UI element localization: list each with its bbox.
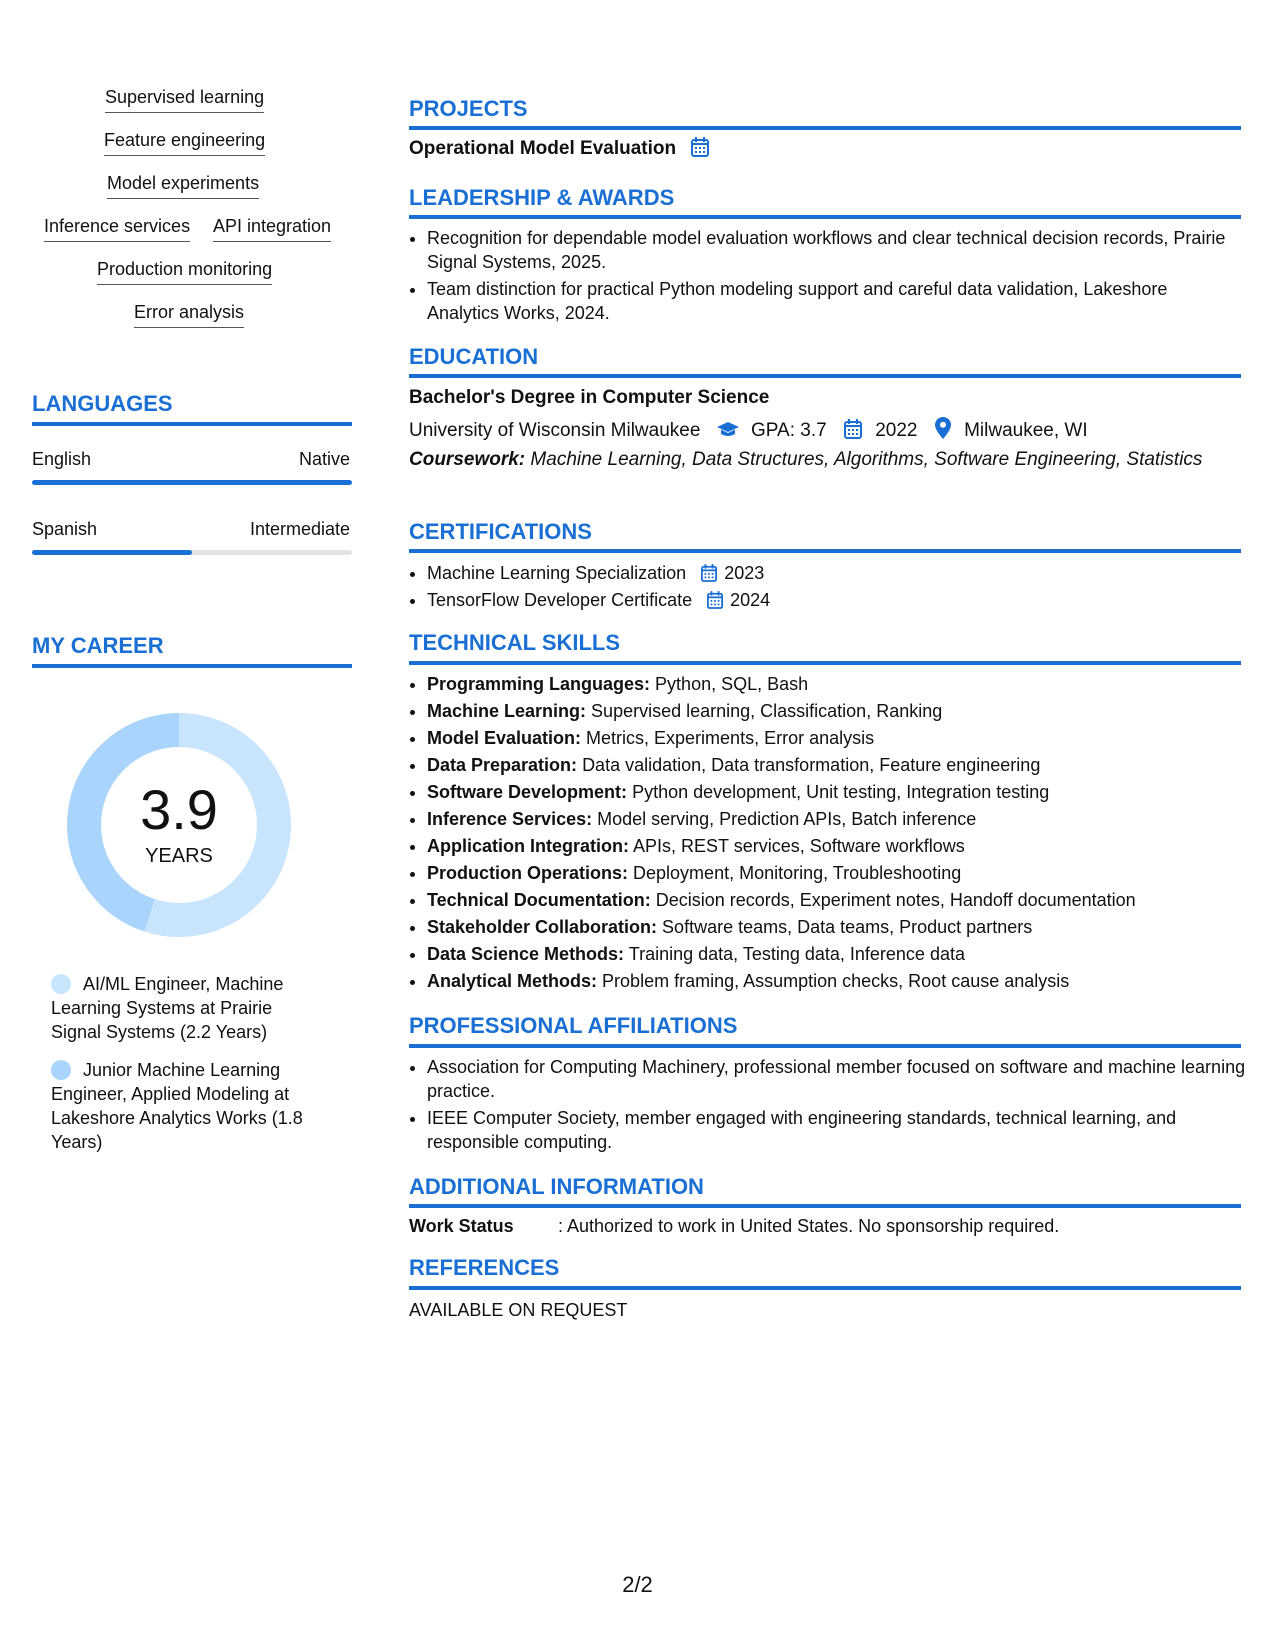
skill-tag: Model experiments — [107, 172, 259, 199]
graduation-cap-icon — [716, 421, 740, 439]
skill-tag: Inference services — [44, 215, 190, 242]
list-item: • Recognition for dependable model evaluation workflows and clear technical decision records, Prairie Signal Systems, 2025. — [427, 226, 1237, 274]
education-heading: EDUCATION — [409, 344, 539, 369]
leadership-rule — [409, 215, 1241, 219]
leadership-heading: LEADERSHIP & AWARDS — [409, 185, 675, 210]
skill-row — [427, 915, 1247, 939]
skill-row — [427, 780, 1247, 804]
calendar-icon — [707, 591, 723, 609]
career-role-label: Junior Machine Learning Engineer, Applied Modeling at Lakeshore Analytics Works (1.8 Years) — [51, 1060, 303, 1152]
list-item: • Team distinction for practical Python modeling support and careful data validation, Lakeshore Analytics Works, 2024. — [427, 277, 1237, 325]
education-rule — [409, 374, 1241, 378]
skill-label: Technical Documentation: — [427, 890, 651, 910]
calendar-icon — [844, 419, 862, 439]
list-item: • Association for Computing Machinery, professional member focused on software and machine learning practice. — [427, 1055, 1247, 1103]
additional-info-heading: ADDITIONAL INFORMATION — [409, 1174, 704, 1199]
gpa: GPA: 3.7 — [750, 420, 827, 441]
languages-heading: LANGUAGES — [32, 391, 173, 416]
language-proficiency-bar — [32, 550, 352, 555]
skill-label: Data Preparation: — [427, 755, 578, 775]
career-total-years: 3.9 — [140, 778, 218, 841]
languages-rule — [32, 422, 352, 426]
affiliations-rule — [409, 1044, 1241, 1048]
skills-heading: TECHNICAL SKILLS — [409, 630, 621, 655]
skill-value: Data validation, Data transformation, Feature engineering — [582, 755, 1041, 775]
skill-value: Model serving, Prediction APIs, Batch inference — [597, 809, 977, 829]
coursework — [409, 448, 1209, 472]
graduation-year: 2022 — [875, 420, 918, 441]
skill-value: Problem framing, Assumption checks, Root cause analysis — [602, 971, 1070, 991]
coursework-label: Coursework: — [409, 449, 526, 470]
skill-tag: Feature engineering — [104, 129, 265, 156]
career-role-label: AI/ML Engineer, Machine Learning Systems at Prairie Signal Systems (2.2 Years) — [51, 974, 284, 1042]
project-item — [409, 137, 709, 161]
skill-tag: Production monitoring — [97, 258, 272, 285]
affiliations-list — [409, 1055, 1247, 1157]
list-item: • IEEE Computer Society, member engaged with engineering standards, technical learning, and responsible computing. — [427, 1106, 1247, 1154]
school-location: Milwaukee, WI — [964, 420, 1088, 441]
certifications-heading: CERTIFICATIONS — [409, 519, 592, 544]
page-number: 2/2 — [622, 1572, 653, 1597]
skill-label: Data Science Methods: — [427, 944, 625, 964]
skill-label: Machine Learning: — [427, 701, 587, 721]
skill-row — [427, 969, 1247, 993]
skill-value: Decision records, Experiment notes, Handoff documentation — [655, 890, 1136, 910]
skill-row — [427, 861, 1247, 885]
skill-tag: API integration — [213, 215, 331, 242]
references-heading: REFERENCES — [409, 1255, 560, 1280]
work-status-value: : Authorized to work in United States. No sponsorship required. — [558, 1216, 1060, 1236]
skill-value: Python development, Unit testing, Integration testing — [632, 782, 1050, 802]
skill-row — [427, 888, 1247, 912]
degree-title: Bachelor's Degree in Computer Science — [409, 387, 770, 408]
projects-rule — [409, 126, 1241, 130]
location-pin-icon — [935, 417, 951, 439]
certification-name: Machine Learning Specialization — [427, 563, 687, 583]
skill-tag: Supervised learning — [105, 86, 264, 113]
career-years-unit: YEARS — [145, 845, 213, 867]
skill-row — [427, 726, 1247, 750]
affiliations-heading: PROFESSIONAL AFFILIATIONS — [409, 1013, 738, 1038]
skill-row — [427, 672, 1247, 696]
references-rule — [409, 1286, 1241, 1290]
certification-name: TensorFlow Developer Certificate — [427, 590, 693, 610]
leadership-list — [409, 226, 1237, 328]
work-status-label: Work Status — [409, 1216, 514, 1236]
skill-value: Metrics, Experiments, Error analysis — [586, 728, 875, 748]
career-rule — [32, 664, 352, 668]
skill-value: Deployment, Monitoring, Troubleshooting — [633, 863, 962, 883]
education-details — [409, 417, 1088, 443]
certification-year: 2023 — [724, 563, 765, 583]
skills-list — [409, 672, 1247, 996]
references-text: AVAILABLE ON REQUEST — [409, 1300, 628, 1320]
additional-info-rule — [409, 1204, 1241, 1208]
skill-row — [427, 699, 1247, 723]
skill-label: Software Development: — [427, 782, 628, 802]
list-item — [427, 561, 1237, 585]
language-proficiency-fill — [32, 480, 352, 485]
projects-heading: PROJECTS — [409, 96, 528, 121]
skill-label: Stakeholder Collaboration: — [427, 917, 658, 937]
coursework-list: Machine Learning, Data Structures, Algorithms, Software Engineering, Statistics — [530, 449, 1203, 470]
calendar-icon — [691, 137, 709, 157]
list-item — [427, 588, 1237, 612]
project-title: Operational Model Evaluation — [409, 138, 677, 159]
skill-value: APIs, REST services, Software workflows — [633, 836, 965, 856]
skill-label: Analytical Methods: — [427, 971, 598, 991]
language-name: English — [32, 449, 92, 469]
skill-label: Programming Languages: — [427, 674, 651, 694]
calendar-icon — [701, 564, 717, 582]
skill-value: Training data, Testing data, Inference data — [628, 944, 965, 964]
language-proficiency-bar — [32, 480, 352, 485]
skill-row — [427, 942, 1247, 966]
skill-tag: Error analysis — [134, 301, 244, 328]
skill-label: Application Integration: — [427, 836, 629, 856]
skill-row — [427, 753, 1247, 777]
skill-label: Production Operations: — [427, 863, 629, 883]
certifications-rule — [409, 549, 1241, 553]
skill-value: Software teams, Data teams, Product partners — [662, 917, 1033, 937]
language-name: Spanish — [32, 519, 98, 539]
language-proficiency-fill — [32, 550, 192, 555]
skill-row — [427, 834, 1247, 858]
language-level: Native — [298, 449, 350, 469]
school-name: University of Wisconsin Milwaukee — [409, 420, 701, 441]
skill-label: Inference Services: — [427, 809, 593, 829]
career-heading: MY CAREER — [32, 633, 164, 658]
skill-row — [427, 807, 1247, 831]
certification-year: 2024 — [730, 590, 771, 610]
skills-rule — [409, 661, 1241, 665]
skill-label: Model Evaluation: — [427, 728, 582, 748]
skill-value: Supervised learning, Classification, Ranking — [591, 701, 943, 721]
skill-value: Python, SQL, Bash — [655, 674, 809, 694]
language-level: Intermediate — [249, 519, 350, 539]
certifications-list — [409, 561, 1237, 615]
